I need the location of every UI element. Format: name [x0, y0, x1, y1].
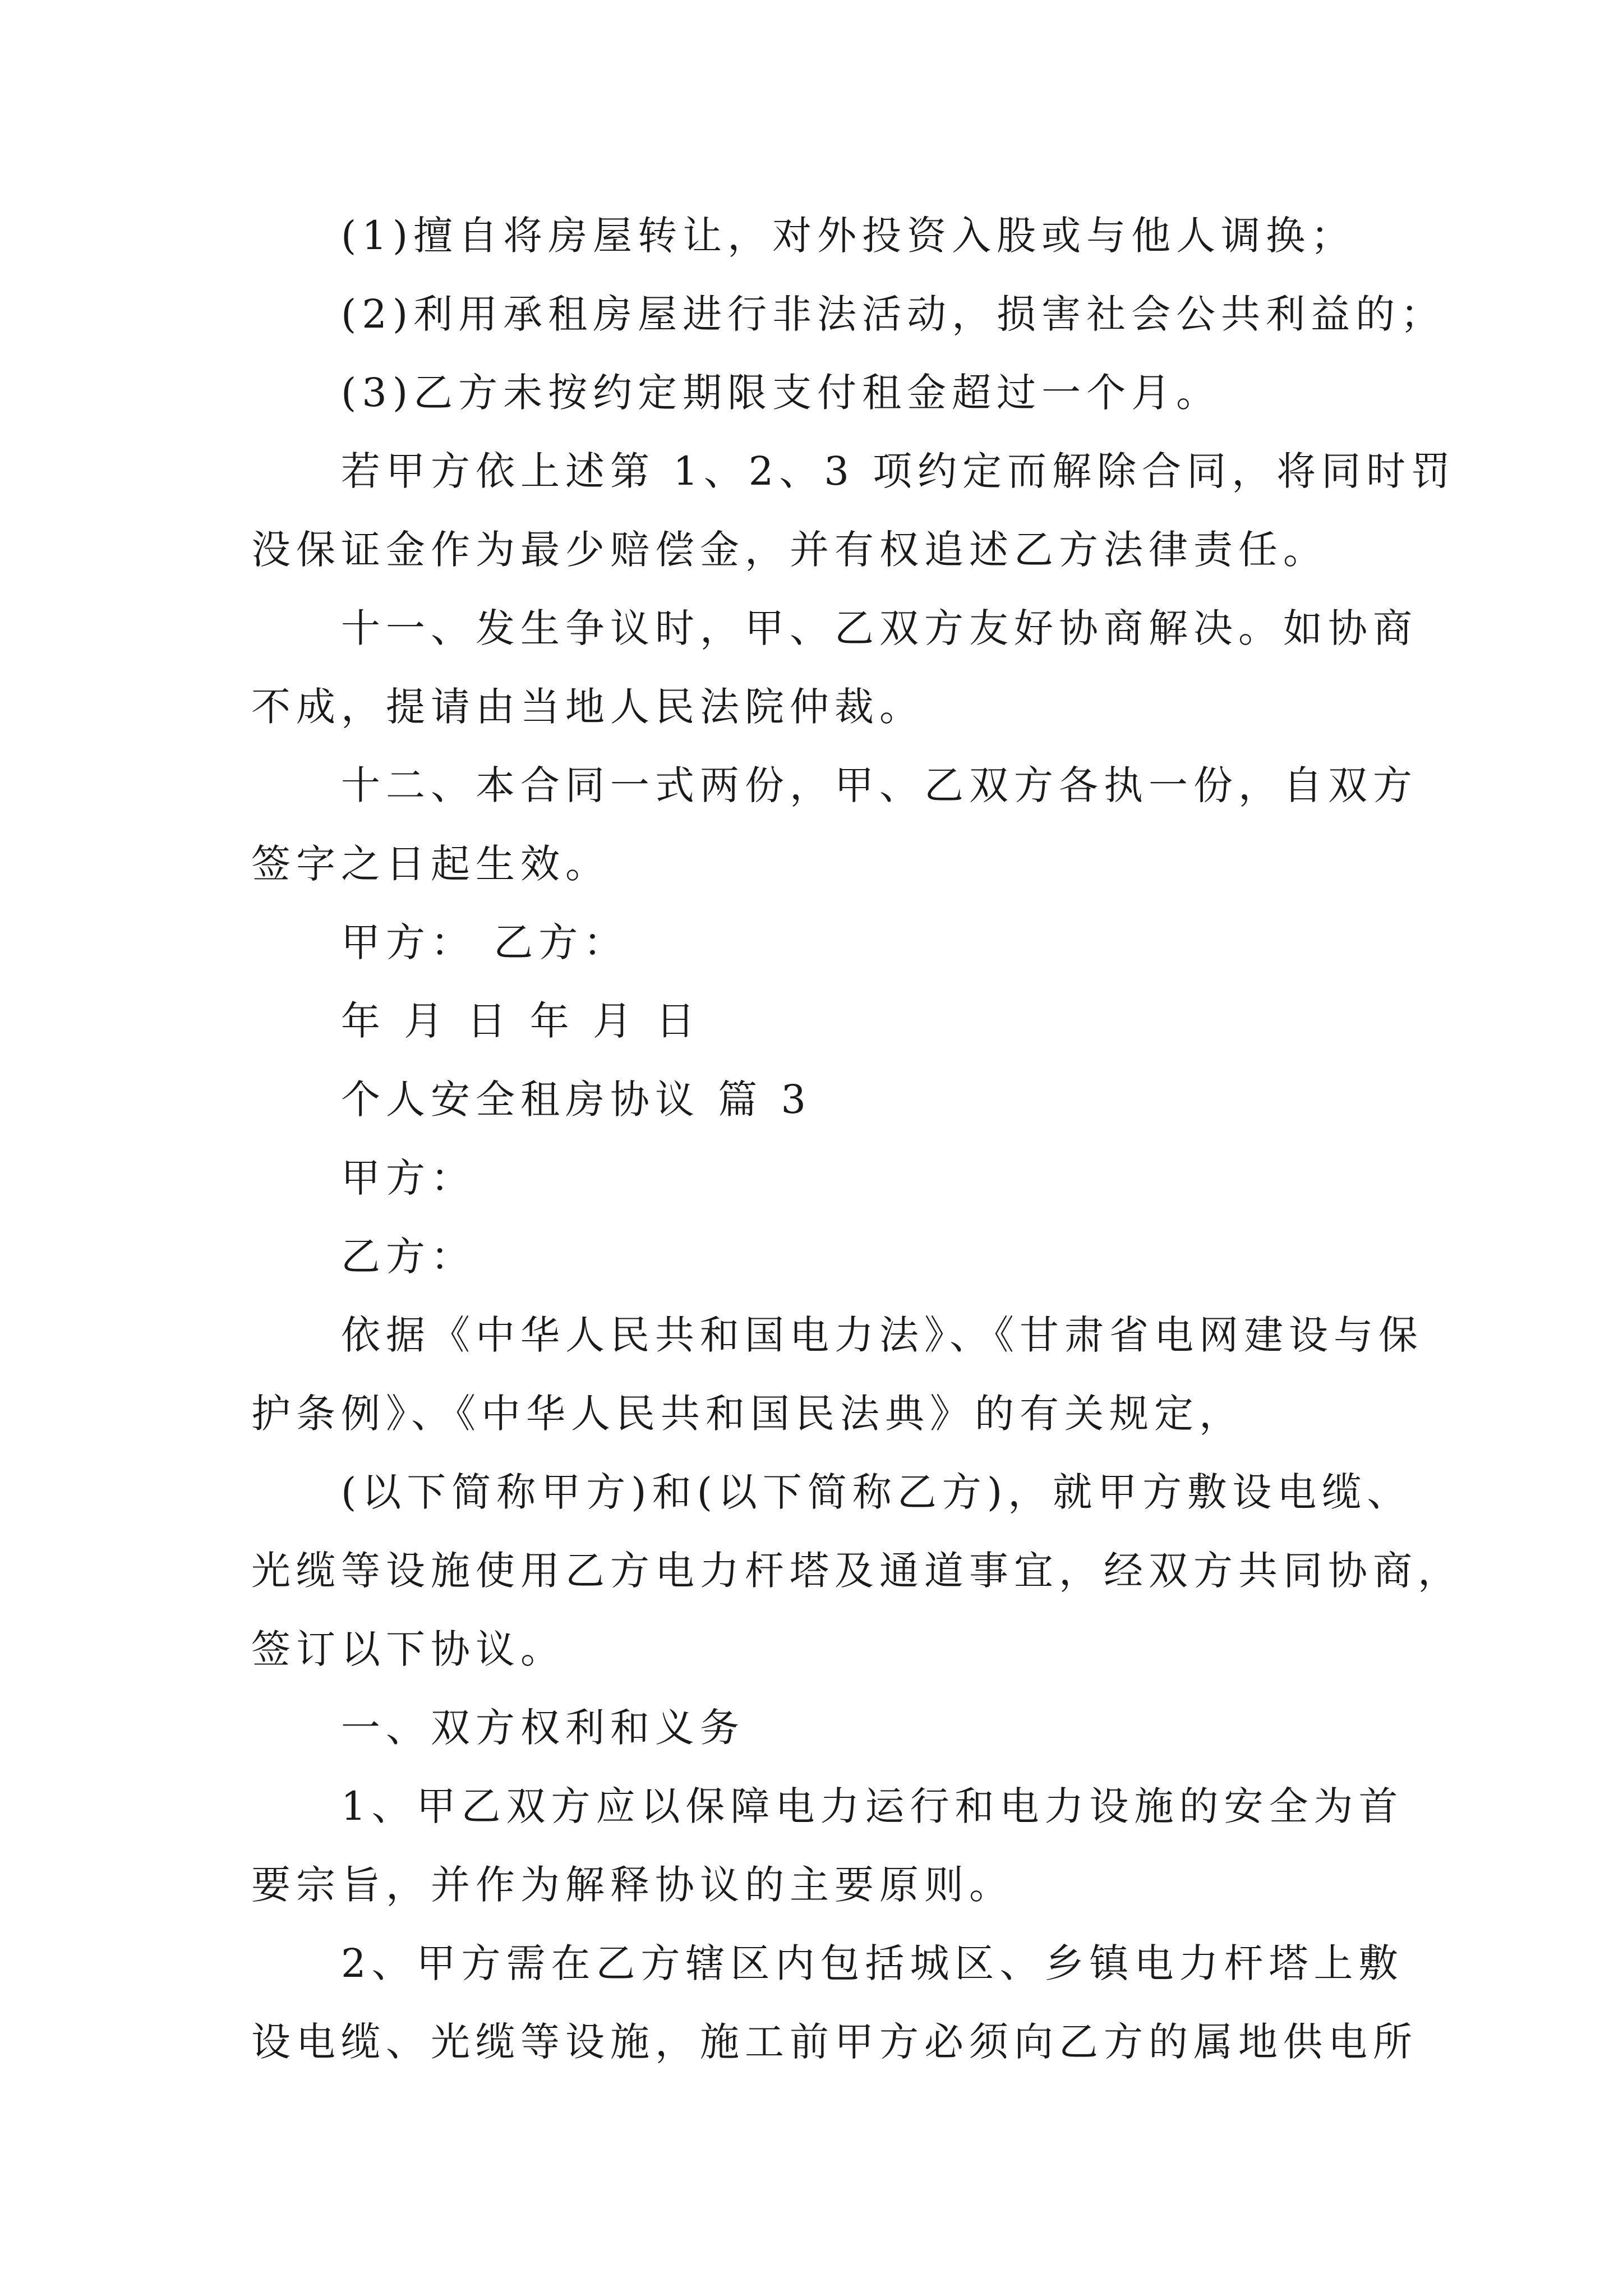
text-line: 2、甲方需在乙方辖区内包括城区、乡镇电力杆塔上敷 — [341, 1940, 1404, 1986]
text-line: 设电缆、光缆等设施，施工前甲方必须向乙方的属地供电所 — [251, 2019, 1418, 2065]
text-line: 护条例》、《中华人民共和国民法典》的有关规定， — [251, 1391, 1244, 1437]
text-line: 甲方： — [341, 1155, 476, 1201]
text-line: 签字之日起生效。 — [251, 841, 610, 887]
text-line: 没保证金作为最少赔偿金，并有权追述乙方法律责任。 — [251, 527, 1328, 573]
text-line: (以下简称甲方)和(以下简称乙方)，就甲方敷设电缆、 — [341, 1469, 1412, 1515]
text-line: 十一、发生争议时，甲、乙双方友好协商解决。如协商 — [341, 605, 1418, 651]
text-line: 十二、本合同一式两份，甲、乙双方各执一份，自双方 — [341, 762, 1418, 808]
text-line: (3)乙方未按约定期限支付租金超过一个月。 — [341, 370, 1221, 416]
text-line: 依据《中华人民共和国电力法》、《甘肃省电网建设与保 — [341, 1312, 1423, 1358]
section-heading: 个人安全租房协议 篇 3 — [341, 1076, 812, 1122]
text-line: 若甲方依上述第 1、2、3 项约定而解除合同，将同时罚 — [341, 448, 1456, 494]
text-line: 甲方： 乙方： — [341, 919, 629, 965]
text-line: 光缆等设施使用乙方电力杆塔及通道事宜，经双方共同协商， — [251, 1548, 1463, 1594]
text-line: 不成，提请由当地人民法院仲裁。 — [251, 684, 924, 730]
text-line: (2)利用承租房屋进行非法活动，损害社会公共利益的； — [341, 291, 1446, 337]
text-line: 签订以下协议。 — [251, 1626, 565, 1672]
text-line: 1、甲乙双方应以保障电力运行和电力设施的安全为首 — [341, 1783, 1404, 1829]
text-line: 乙方： — [341, 1234, 476, 1280]
text-line: 一、双方权利和义务 — [341, 1705, 745, 1751]
text-line: 年 月 日 年 月 日 — [341, 998, 701, 1044]
text-line: 要宗旨，并作为解释协议的主要原则。 — [251, 1862, 1014, 1908]
text-line: (1)擅自将房屋转让，对外投资入股或与他人调换； — [341, 213, 1356, 259]
